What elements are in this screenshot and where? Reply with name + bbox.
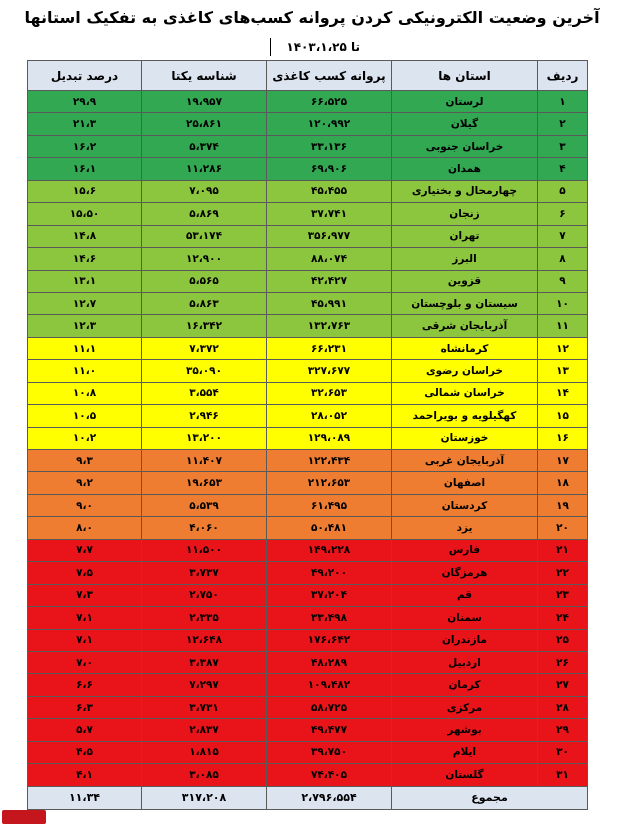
province-cell: سیستان و بلوچستان [392, 292, 538, 314]
paper-licenses-cell: ۳۹،۷۵۰ [267, 741, 392, 763]
conversion-percent-cell: ۱۶،۲ [28, 135, 142, 157]
table-row [28, 405, 588, 427]
province-cell: هرمزگان [392, 562, 538, 584]
table-row [28, 494, 588, 516]
conversion-percent-cell: ۷،۱ [28, 629, 142, 651]
row-number-cell: ۲۷ [538, 674, 588, 696]
row-number-cell: ۲۲ [538, 562, 588, 584]
unique-id-cell: ۲۵،۸۶۱ [142, 113, 267, 135]
conversion-percent-cell: ۱۰،۲ [28, 427, 142, 449]
paper-licenses-cell: ۲۱۲،۶۵۳ [267, 472, 392, 494]
table-row [28, 584, 588, 606]
row-number-cell: ۱۴ [538, 382, 588, 404]
unique-id-cell: ۱۶،۳۴۲ [142, 315, 267, 337]
paper-licenses-cell: ۳۲،۶۵۳ [267, 382, 392, 404]
province-cell: آذربایجان شرقی [392, 315, 538, 337]
paper-licenses-cell: ۴۲،۴۲۷ [267, 270, 392, 292]
unique-id-cell: ۱،۸۱۵ [142, 741, 267, 763]
unique-id-cell: ۷،۲۹۷ [142, 674, 267, 696]
unique-id-cell: ۳،۵۵۴ [142, 382, 267, 404]
paper-licenses-cell: ۳۷،۷۴۱ [267, 203, 392, 225]
province-cell: گیلان [392, 113, 538, 135]
unique-id-cell: ۱۹،۶۵۳ [142, 472, 267, 494]
row-number-cell: ۴ [538, 158, 588, 180]
unique-id-cell: ۱۳،۲۰۰ [142, 427, 267, 449]
unique-id-cell: ۵،۵۳۹ [142, 494, 267, 516]
paper-licenses-cell: ۷۴،۴۰۵ [267, 764, 392, 786]
paper-licenses-cell: ۱۴۹،۲۲۸ [267, 539, 392, 561]
paper-licenses-cell: ۱۰۹،۴۸۲ [267, 674, 392, 696]
province-cell: خوزستان [392, 427, 538, 449]
paper-licenses-cell: ۶۱،۴۹۵ [267, 494, 392, 516]
row-number-cell: ۲۳ [538, 584, 588, 606]
row-number-cell: ۱۶ [538, 427, 588, 449]
province-cell: فارس [392, 539, 538, 561]
paper-licenses-cell: ۴۵،۴۵۵ [267, 180, 392, 202]
unique-id-cell: ۱۱،۴۰۷ [142, 450, 267, 472]
table-row [28, 203, 588, 225]
row-number-cell: ۱۷ [538, 450, 588, 472]
province-cell: لرستان [392, 91, 538, 113]
paper-licenses-cell: ۱۷۶،۶۴۲ [267, 629, 392, 651]
unique-id-cell: ۳۵،۰۹۰ [142, 360, 267, 382]
province-cell: قم [392, 584, 538, 606]
table-row [28, 113, 588, 135]
conversion-percent-cell: ۴،۵ [28, 741, 142, 763]
conversion-percent-cell: ۱۲،۷ [28, 292, 142, 314]
province-cell: کهگیلویه و بویراحمد [392, 405, 538, 427]
province-cell: مرکزی [392, 696, 538, 718]
province-cell: کردستان [392, 494, 538, 516]
conversion-percent-cell: ۷،۳ [28, 584, 142, 606]
row-number-cell: ۲۵ [538, 629, 588, 651]
paper-licenses-cell: ۴۹،۲۰۰ [267, 562, 392, 584]
row-number-cell: ۲۱ [538, 539, 588, 561]
table-row [28, 517, 588, 539]
table-row [28, 270, 588, 292]
unique-id-cell: ۱۱،۵۰۰ [142, 539, 267, 561]
conversion-percent-cell: ۱۶،۱ [28, 158, 142, 180]
paper-licenses-cell: ۶۶،۵۲۵ [267, 91, 392, 113]
row-number-cell: ۱۳ [538, 360, 588, 382]
paper-licenses-cell: ۴۸،۲۸۹ [267, 651, 392, 673]
conversion-percent-cell: ۹،۰ [28, 494, 142, 516]
total-label: مجموع [392, 786, 588, 809]
row-number-cell: ۲ [538, 113, 588, 135]
table-row [28, 382, 588, 404]
row-number-cell: ۲۶ [538, 651, 588, 673]
province-cell: کرمانشاه [392, 337, 538, 359]
unique-id-cell: ۷،۳۷۲ [142, 337, 267, 359]
total-unique-id: ۳۱۷،۲۰۸ [142, 786, 267, 809]
row-number-cell: ۸ [538, 248, 588, 270]
province-cell: گلستان [392, 764, 538, 786]
province-cell: قزوین [392, 270, 538, 292]
conversion-percent-cell: ۱۱،۱ [28, 337, 142, 359]
table-row [28, 360, 588, 382]
page-title: آخرین وضعیت الکترونیکی کردن پروانه کسب‌های کاغذی به تفکیک استانها [24, 8, 600, 27]
province-cell: کرمان [392, 674, 538, 696]
table-row [28, 607, 588, 629]
table-row [28, 315, 588, 337]
paper-licenses-cell: ۲۸،۰۵۲ [267, 405, 392, 427]
row-number-cell: ۲۰ [538, 517, 588, 539]
row-number-cell: ۲۹ [538, 719, 588, 741]
conversion-percent-cell: ۷،۱ [28, 607, 142, 629]
conversion-percent-cell: ۷،۷ [28, 539, 142, 561]
conversion-percent-cell: ۹،۲ [28, 472, 142, 494]
conversion-percent-cell: ۱۰،۸ [28, 382, 142, 404]
table-row [28, 741, 588, 763]
table-row [28, 337, 588, 359]
province-cell: البرز [392, 248, 538, 270]
conversion-percent-cell: ۱۳،۱ [28, 270, 142, 292]
table-body [28, 91, 588, 787]
total-paper-licenses: ۲،۷۹۶،۵۵۴ [267, 786, 392, 809]
row-number-cell: ۱۲ [538, 337, 588, 359]
province-cell: سمنان [392, 607, 538, 629]
row-number-cell: ۵ [538, 180, 588, 202]
column-header-row-number: ردیف [538, 61, 588, 91]
paper-licenses-cell: ۱۳۲،۷۶۳ [267, 315, 392, 337]
conversion-percent-cell: ۶،۶ [28, 674, 142, 696]
row-number-cell: ۱۸ [538, 472, 588, 494]
conversion-percent-cell: ۲۹،۹ [28, 91, 142, 113]
paper-licenses-cell: ۶۹،۹۰۶ [267, 158, 392, 180]
province-cell: همدان [392, 158, 538, 180]
total-conversion-percent: ۱۱،۳۴ [28, 786, 142, 809]
table-row [28, 472, 588, 494]
province-table [27, 60, 588, 810]
unique-id-cell: ۲،۳۳۵ [142, 607, 267, 629]
table-row [28, 539, 588, 561]
table-row [28, 248, 588, 270]
province-cell: زنجان [392, 203, 538, 225]
unique-id-cell: ۵،۳۷۴ [142, 135, 267, 157]
unique-id-cell: ۳،۷۳۱ [142, 696, 267, 718]
row-number-cell: ۷ [538, 225, 588, 247]
unique-id-cell: ۱۱،۲۸۶ [142, 158, 267, 180]
table-row [28, 180, 588, 202]
unique-id-cell: ۴،۰۶۰ [142, 517, 267, 539]
table-row [28, 562, 588, 584]
total-row [28, 786, 588, 809]
province-cell: اردبیل [392, 651, 538, 673]
unique-id-cell: ۵۳،۱۷۴ [142, 225, 267, 247]
conversion-percent-cell: ۸،۰ [28, 517, 142, 539]
table-row [28, 292, 588, 314]
unique-id-cell: ۷،۰۹۵ [142, 180, 267, 202]
paper-licenses-cell: ۶۶،۲۳۱ [267, 337, 392, 359]
conversion-percent-cell: ۷،۵ [28, 562, 142, 584]
row-number-cell: ۱۰ [538, 292, 588, 314]
column-header-conversion-percent: درصد تبدیل [28, 61, 142, 91]
table-row [28, 91, 588, 113]
column-header-province: استان ها [392, 61, 538, 91]
table-row [28, 135, 588, 157]
row-number-cell: ۲۸ [538, 696, 588, 718]
column-header-unique-id: شناسه یکتا [142, 61, 267, 91]
unique-id-cell: ۳،۷۳۷ [142, 562, 267, 584]
unique-id-cell: ۳،۳۸۷ [142, 651, 267, 673]
table-row [28, 427, 588, 449]
paper-licenses-cell: ۵۰،۴۸۱ [267, 517, 392, 539]
paper-licenses-cell: ۳۲۷،۶۷۷ [267, 360, 392, 382]
table-row [28, 450, 588, 472]
table-header-row [28, 61, 588, 91]
conversion-percent-cell: ۵،۷ [28, 719, 142, 741]
table-row [28, 225, 588, 247]
table-row [28, 719, 588, 741]
province-cell: آذربایجان غربی [392, 450, 538, 472]
unique-id-cell: ۱۲،۶۴۸ [142, 629, 267, 651]
unique-id-cell: ۱۹،۹۵۷ [142, 91, 267, 113]
province-cell: بوشهر [392, 719, 538, 741]
conversion-percent-cell: ۱۵،۶ [28, 180, 142, 202]
province-cell: تهران [392, 225, 538, 247]
table-row [28, 764, 588, 786]
table-row [28, 158, 588, 180]
conversion-percent-cell: ۶،۳ [28, 696, 142, 718]
paper-licenses-cell: ۱۲۹،۰۸۹ [267, 427, 392, 449]
row-number-cell: ۱ [538, 91, 588, 113]
paper-licenses-cell: ۸۸،۰۷۴ [267, 248, 392, 270]
row-number-cell: ۳ [538, 135, 588, 157]
conversion-percent-cell: ۱۵،۵۰ [28, 203, 142, 225]
unique-id-cell: ۲،۷۵۰ [142, 584, 267, 606]
column-header-paper-licenses: پروانه کسب کاغذی [267, 61, 392, 91]
table-row [28, 696, 588, 718]
province-cell: خراسان رضوی [392, 360, 538, 382]
row-number-cell: ۶ [538, 203, 588, 225]
paper-licenses-cell: ۳۳،۱۳۶ [267, 135, 392, 157]
province-cell: اصفهان [392, 472, 538, 494]
table-row [28, 629, 588, 651]
paper-licenses-cell: ۳۳،۴۹۸ [267, 607, 392, 629]
conversion-percent-cell: ۹،۳ [28, 450, 142, 472]
unique-id-cell: ۵،۸۶۹ [142, 203, 267, 225]
unique-id-cell: ۵،۵۶۵ [142, 270, 267, 292]
citna-logo [2, 810, 46, 824]
conversion-percent-cell: ۱۴،۸ [28, 225, 142, 247]
province-cell: خراسان شمالی [392, 382, 538, 404]
row-number-cell: ۲۴ [538, 607, 588, 629]
conversion-percent-cell: ۷،۰ [28, 651, 142, 673]
paper-licenses-cell: ۴۵،۹۹۱ [267, 292, 392, 314]
province-cell: مازندران [392, 629, 538, 651]
paper-licenses-cell: ۱۲۰،۹۹۲ [267, 113, 392, 135]
conversion-percent-cell: ۲۱،۳ [28, 113, 142, 135]
paper-licenses-cell: ۳۷،۲۰۴ [267, 584, 392, 606]
unique-id-cell: ۵،۸۶۳ [142, 292, 267, 314]
unique-id-cell: ۳،۰۸۵ [142, 764, 267, 786]
province-cell: یزد [392, 517, 538, 539]
date-subtitle: تا ۱۴۰۳،۱،۲۵ [270, 38, 360, 56]
conversion-percent-cell: ۱۲،۳ [28, 315, 142, 337]
paper-licenses-cell: ۱۲۲،۴۳۴ [267, 450, 392, 472]
conversion-percent-cell: ۱۴،۶ [28, 248, 142, 270]
row-number-cell: ۳۱ [538, 764, 588, 786]
row-number-cell: ۱۵ [538, 405, 588, 427]
row-number-cell: ۱۹ [538, 494, 588, 516]
province-cell: چهارمحال و بختیاری [392, 180, 538, 202]
unique-id-cell: ۲،۹۴۶ [142, 405, 267, 427]
unique-id-cell: ۲،۸۳۷ [142, 719, 267, 741]
conversion-percent-cell: ۱۰،۵ [28, 405, 142, 427]
conversion-percent-cell: ۱۱،۰ [28, 360, 142, 382]
row-number-cell: ۹ [538, 270, 588, 292]
paper-licenses-cell: ۵۸،۷۲۵ [267, 696, 392, 718]
row-number-cell: ۱۱ [538, 315, 588, 337]
paper-licenses-cell: ۴۹،۴۷۷ [267, 719, 392, 741]
unique-id-cell: ۱۲،۹۰۰ [142, 248, 267, 270]
table-row [28, 674, 588, 696]
row-number-cell: ۳۰ [538, 741, 588, 763]
table-row [28, 651, 588, 673]
province-cell: خراسان جنوبی [392, 135, 538, 157]
province-cell: ایلام [392, 741, 538, 763]
paper-licenses-cell: ۳۵۶،۹۷۷ [267, 225, 392, 247]
conversion-percent-cell: ۴،۱ [28, 764, 142, 786]
